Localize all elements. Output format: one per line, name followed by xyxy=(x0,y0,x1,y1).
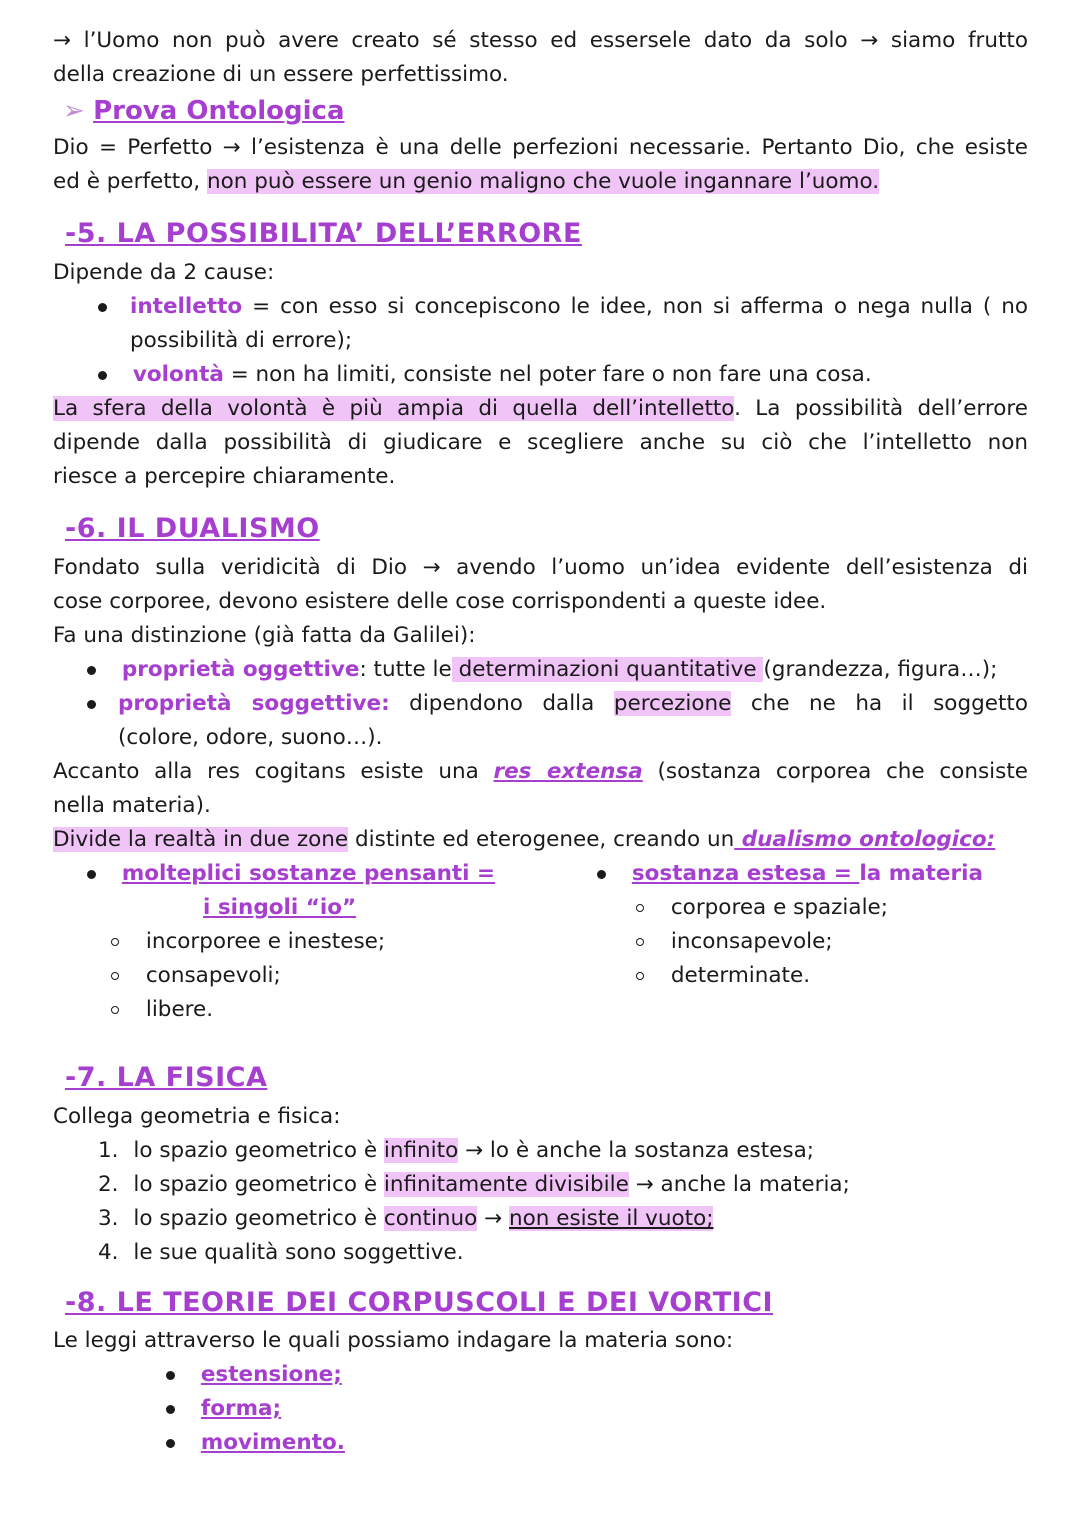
circle-bullet-icon xyxy=(636,938,644,946)
s6-b1-b: (grandezza, figura…); xyxy=(763,657,998,682)
prova-line-2-text: ed è perfetto, xyxy=(53,169,207,194)
s7-item-2-number: 2. xyxy=(98,1172,119,1197)
s7-i1-b: → lo è anche la sostanza estesa; xyxy=(458,1138,815,1163)
s6-line-3: Fa una distinzione (già fatta da Galilei): xyxy=(53,623,476,648)
s5-bullet-2-text xyxy=(133,362,872,387)
s7-item-1-number: 1. xyxy=(98,1138,119,1163)
s5-b2-text: = non ha limiti, consiste nel poter fare o non fare una cosa. xyxy=(223,362,872,387)
right-item-2-text: determinate. xyxy=(670,963,811,988)
bullet-dot-icon xyxy=(597,870,606,879)
section-8-heading: -8. LE TEORIE DEI CORPUSCOLI E DEI VORTICI xyxy=(65,1287,774,1318)
s6-b1-a: : tutte le xyxy=(359,657,452,682)
circle-bullet-icon xyxy=(111,972,119,980)
bullet-dot-icon xyxy=(87,700,96,709)
s8-item-2-text: movimento. xyxy=(200,1430,345,1455)
s5-intro: Dipende da 2 cause: xyxy=(53,260,275,285)
s7-item-4 xyxy=(98,1236,464,1270)
s5-highlight: La sfera della volontà è più ampia di quella dell’intelletto xyxy=(53,396,735,421)
s7-item-4-text: le sue qualità sono soggettive. xyxy=(133,1240,464,1265)
s6-bullet-2-text xyxy=(118,687,1028,721)
intro-line-2: della creazione di un essere perfettissimo. xyxy=(53,62,509,87)
term-intelletto: intelletto xyxy=(130,294,243,319)
prova-line-2 xyxy=(53,165,1028,199)
s6-highlight-determinazioni: determinazioni quantitative xyxy=(451,657,764,682)
s5-b1-text: = con esso si concepiscono le idee, non si afferma o nega nulla ( no xyxy=(242,294,1028,319)
section-6-heading: -6. IL DUALISMO xyxy=(65,513,320,544)
bullet-dot-icon xyxy=(166,1371,175,1380)
s6-divide-line xyxy=(53,823,1038,857)
bullet-dot-icon xyxy=(166,1439,175,1448)
right-item-0 xyxy=(636,891,888,925)
bullet-dot-icon xyxy=(87,870,96,879)
prova-highlight: non può essere un genio maligno che vuole ingannare l’uomo. xyxy=(206,169,880,194)
s5-paragraph-line-2: dipende dalla possibilità di giudicare e scegliere anche su ciò che l’intelletto non xyxy=(53,430,1028,455)
circle-bullet-icon xyxy=(111,938,119,946)
left-item-1-text: consapevoli; xyxy=(145,963,281,988)
s8-intro: Le leggi attraverso le quali possiamo indagare la materia sono: xyxy=(53,1328,734,1353)
left-item-1 xyxy=(111,959,281,993)
s6-res-line-1 xyxy=(53,755,1028,789)
s5-bullet-intelletto xyxy=(98,290,1028,324)
s6-b2-a: dipendono dalla xyxy=(389,691,614,716)
term-res-extensa: res extensa xyxy=(493,759,643,784)
s8-item-0-text: estensione; xyxy=(200,1362,342,1387)
s7-item-1-text xyxy=(133,1138,814,1163)
s7-item-3-text xyxy=(133,1206,713,1231)
s6-res-b: (sostanza corporea che consiste xyxy=(642,759,1028,784)
right-item-2 xyxy=(636,959,810,993)
left-item-2-text: libere. xyxy=(145,997,214,1022)
left-column-title xyxy=(87,857,495,891)
prova-ontologica-title: Prova Ontologica xyxy=(93,96,345,126)
s7-i2-b: → anche la materia; xyxy=(628,1172,850,1197)
s6-line-1: Fondato sulla veridicità di Dio → avendo l’uomo un’idea evidente dell’esistenza di xyxy=(53,555,1028,580)
right-item-1-text: inconsapevole; xyxy=(670,929,833,954)
s5-bullet-volonta xyxy=(98,358,872,392)
circle-bullet-icon xyxy=(636,972,644,980)
s6-res-a: Accanto alla res cogitans esiste una xyxy=(53,759,494,784)
term-proprieta-oggettive: proprietà oggettive xyxy=(121,657,360,682)
s8-item-0 xyxy=(166,1358,342,1392)
section-5-heading: -5. LA POSSIBILITA’ DELL’ERRORE xyxy=(65,218,582,249)
s5-p-a: . La possibilità dell’errore xyxy=(734,396,1029,421)
term-proprieta-soggettive: proprietà soggettive: xyxy=(118,691,390,716)
right-title-b: la materia xyxy=(859,861,983,886)
right-item-1 xyxy=(636,925,833,959)
intro-line-1: → l’Uomo non può avere creato sé stesso ed essersele dato da solo → siamo frutto xyxy=(53,28,1028,53)
s5-bullet-1-cont: possibilità di errore); xyxy=(130,328,353,353)
s7-highlight-infinito: infinito xyxy=(383,1138,459,1163)
bullet-dot-icon xyxy=(98,303,107,312)
s5-paragraph-line-1 xyxy=(53,392,1028,426)
s6-highlight-divide: Divide la realtà in due zone xyxy=(53,827,349,852)
term-volonta: volontà xyxy=(132,362,224,387)
s7-i3-a: lo spazio geometrico è xyxy=(133,1206,384,1231)
s7-item-1 xyxy=(98,1134,814,1168)
s7-item-2-text xyxy=(133,1172,849,1197)
s6-bullet-soggettive xyxy=(87,687,1028,721)
s8-item-1-text: forma; xyxy=(200,1396,282,1421)
circle-bullet-icon xyxy=(636,904,644,912)
left-title-line-1: molteplici sostanze pensanti = xyxy=(121,861,496,886)
s8-item-2 xyxy=(166,1426,345,1460)
term-dualismo-ontologico: dualismo ontologico: xyxy=(734,827,996,852)
right-title-text xyxy=(632,861,983,886)
s7-i1-a: lo spazio geometrico è xyxy=(133,1138,384,1163)
s5-bullet-1-text xyxy=(130,290,1028,324)
left-item-2 xyxy=(111,993,213,1027)
bullet-dot-icon xyxy=(87,666,96,675)
s7-highlight-divisibile: infinitamente divisibile xyxy=(383,1172,629,1197)
left-item-0 xyxy=(111,925,385,959)
s5-paragraph-line-3: riesce a percepire chiaramente. xyxy=(53,464,396,489)
arrowhead-bullet-icon: ➢ xyxy=(63,96,85,126)
s6-res-line-2: nella materia). xyxy=(53,793,211,818)
s7-i3-b: → xyxy=(477,1206,510,1231)
s6-line-2: cose corporee, devono esistere delle cose corrispondenti a queste idee. xyxy=(53,589,827,614)
section-7-heading: -7. LA FISICA xyxy=(65,1062,268,1093)
s7-item-3 xyxy=(98,1202,713,1236)
bullet-dot-icon xyxy=(98,371,107,380)
s7-i2-a: lo spazio geometrico è xyxy=(133,1172,384,1197)
s6-bullet-oggettive xyxy=(87,653,997,687)
s6-bullet-2-cont: (colore, odore, suono…). xyxy=(118,725,383,750)
s8-item-1 xyxy=(166,1392,281,1426)
s6-highlight-percezione: percezione xyxy=(613,691,732,716)
s7-item-3-number: 3. xyxy=(98,1206,119,1231)
prova-line-1: Dio = Perfetto → l’esistenza è una delle perfezioni necessarie. Pertanto Dio, che esiste xyxy=(53,135,1028,160)
right-item-0-text: corporea e spaziale; xyxy=(670,895,889,920)
s6-bullet-1-text xyxy=(122,657,998,682)
s6-div-a: distinte ed eterogenee, creando un xyxy=(348,827,735,852)
left-title-line-2: i singoli “io” xyxy=(203,895,357,920)
prova-ontologica-heading xyxy=(63,93,345,129)
bullet-dot-icon xyxy=(166,1405,175,1414)
circle-bullet-icon xyxy=(111,1006,119,1014)
s7-item-4-number: 4. xyxy=(98,1240,119,1265)
right-title-a: sostanza estesa = xyxy=(631,861,860,886)
s7-highlight-continuo: continuo xyxy=(383,1206,478,1231)
s6-b2-b: che ne ha il soggetto xyxy=(731,691,1028,716)
s7-item-2 xyxy=(98,1168,850,1202)
left-item-0-text: incorporee e inestese; xyxy=(145,929,386,954)
right-column-title xyxy=(597,857,983,891)
s7-intro: Collega geometria e fisica: xyxy=(53,1104,341,1129)
s7-highlight-vuoto: non esiste il vuoto; xyxy=(509,1206,714,1231)
